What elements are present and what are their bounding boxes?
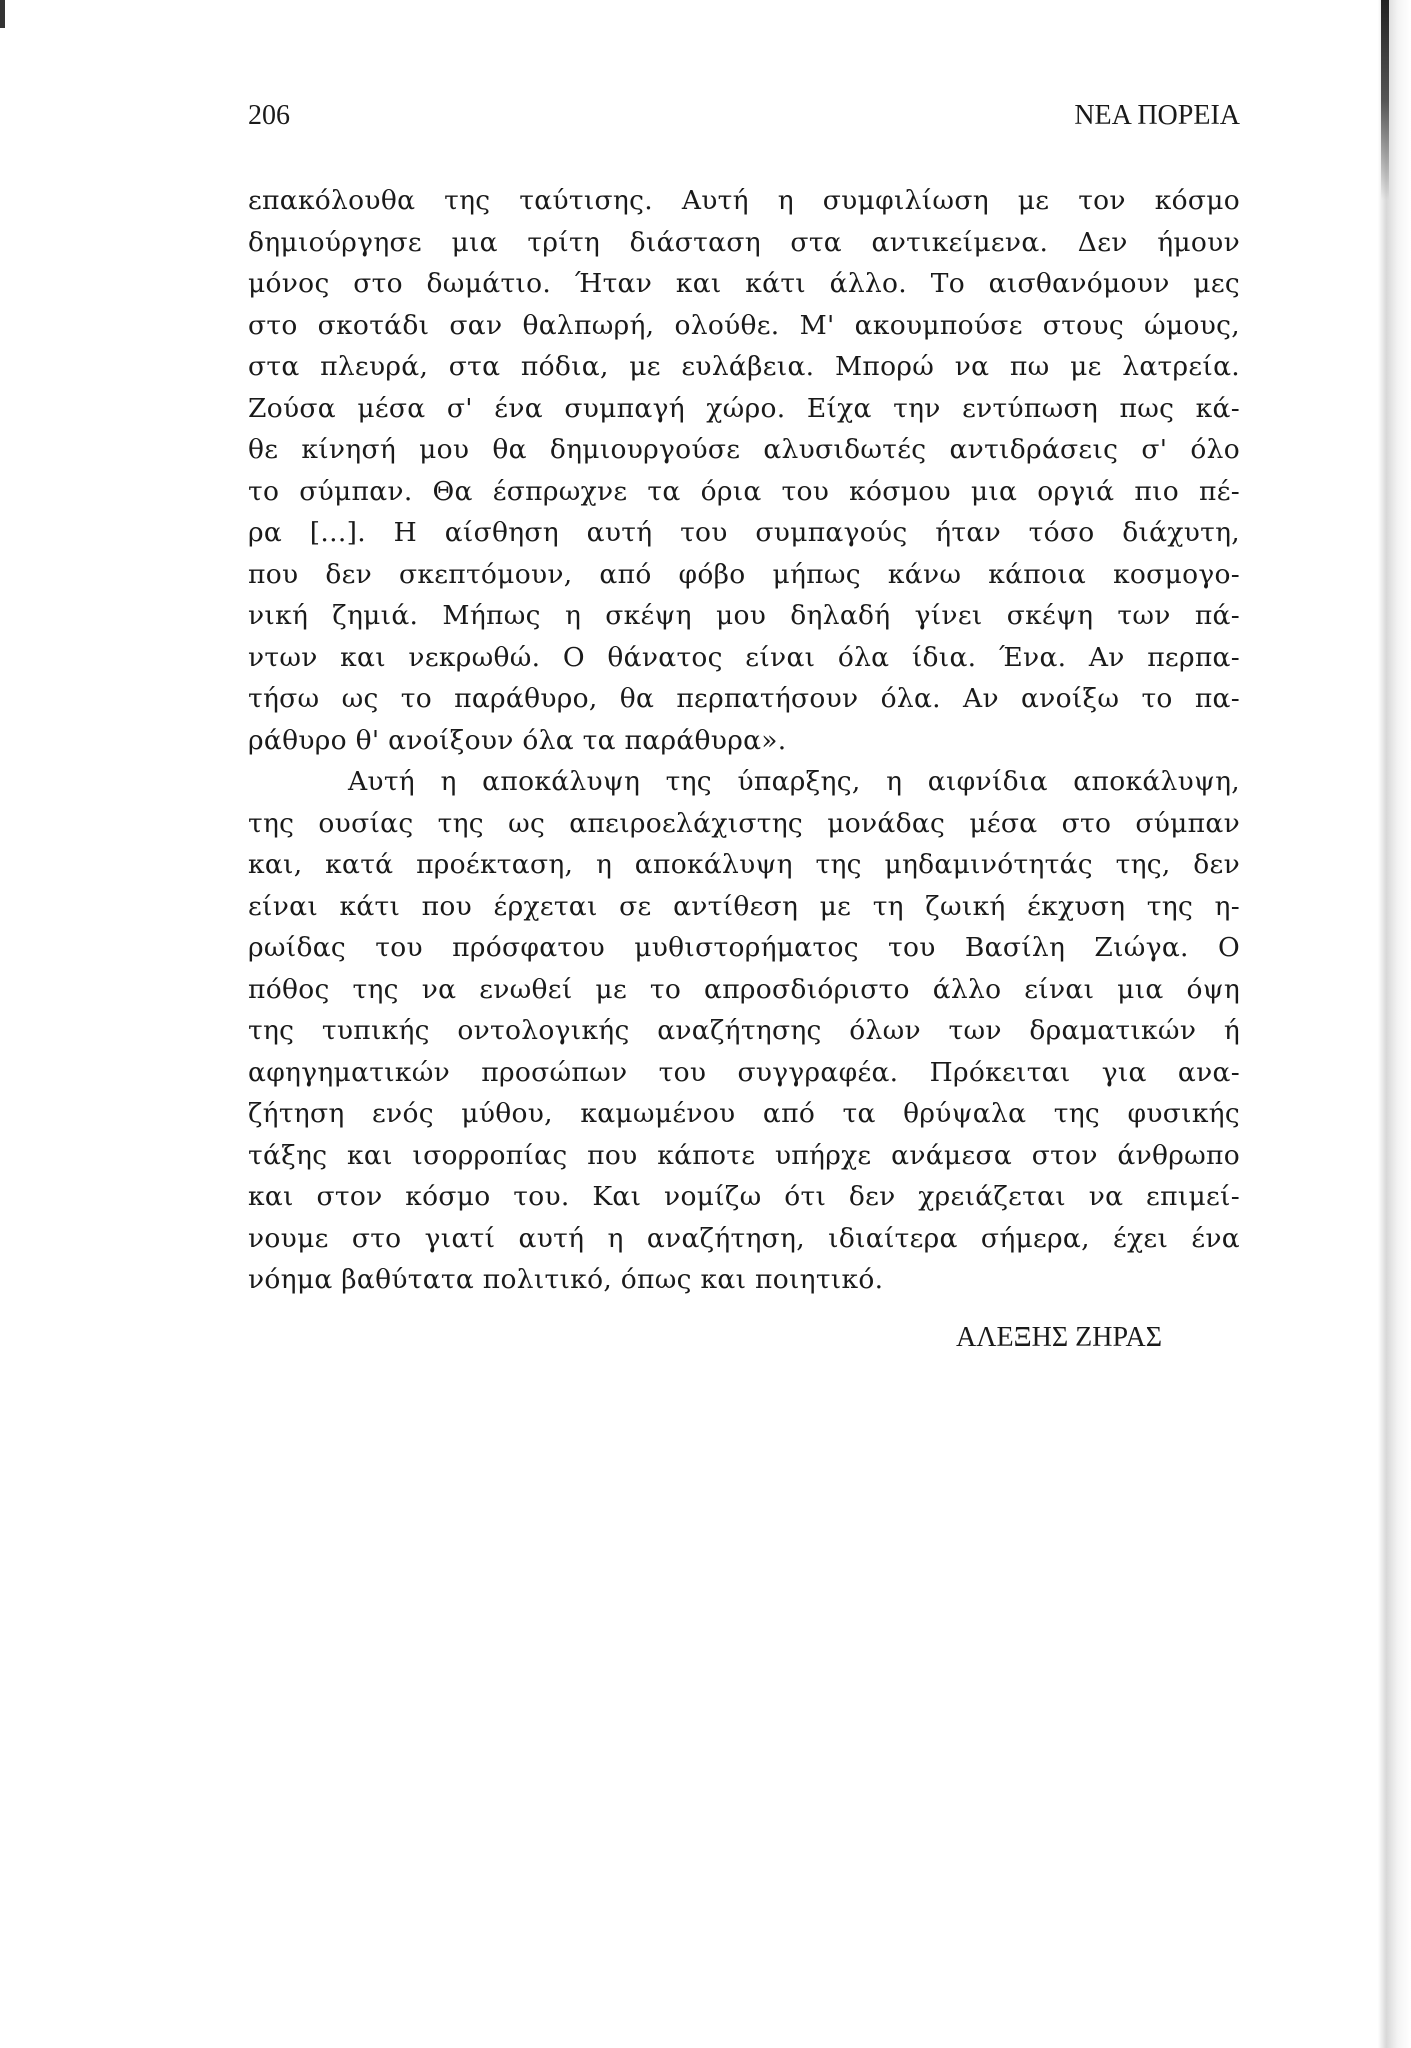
text-line: θε κίνησή μου θα δημιουργούσε αλυσιδωτές αντιδράσεις σ' όλο <box>248 434 1240 465</box>
text-line: που δεν σκεπτόμουν, από φόβο μήπως κάνω κάποια κοσμογο- <box>248 558 1240 590</box>
scan-edge-mark <box>0 0 5 28</box>
text-line: Ζούσα μέσα σ' ένα συμπαγή χώρο. Είχα την εντύπωση πως κά- <box>248 392 1240 424</box>
paragraphs <box>248 180 1240 1301</box>
text-line: νόημα βαθύτατα πολιτικό, όπως και ποιητικό. <box>248 1264 884 1295</box>
author-signature: ΑΛΕΞΗΣ ΖΗΡΑΣ <box>955 1322 1162 1353</box>
text-line: ρωίδας του πρόσφατου μυθιστορήματος του Βασίλη Ζιώγα. Ο <box>248 932 1240 963</box>
text-line: τήσω ως το παράθυρο, θα περπατήσουν όλα. Αν ανοίξω το πα- <box>248 683 1240 714</box>
text-line: νουμε στο γιατί αυτή η αναζήτηση, ιδιαίτερα σήμερα, έχει ένα <box>248 1222 1240 1254</box>
text-line: είναι κάτι που έρχεται σε αντίθεση με τη ζωική έκχυση της η- <box>248 890 1240 922</box>
body-text <box>248 180 1240 1301</box>
page-binding-shadow <box>1378 0 1411 2048</box>
text-line: της τυπικής οντολογικής αναζήτησης όλων των δραματικών ή <box>248 1015 1240 1046</box>
text-line: στο σκοτάδι σαν θαλπωρή, ολούθε. Μ' ακουμπούσε στους ώμους, <box>248 309 1240 341</box>
page-binding-edge <box>1381 0 1389 200</box>
page-number: 206 <box>248 100 290 131</box>
text-line: ράθυρο θ' ανοίξουν όλα τα παράθυρα». <box>248 724 787 756</box>
text-line: και στον κόσμο του. Και νομίζω ότι δεν χρειάζεται να επιμεί- <box>248 1181 1240 1212</box>
text-line: μόνος στο δωμάτιο. Ήταν και κάτι άλλο. Το αισθανόμουν μες <box>248 268 1240 299</box>
paragraph <box>248 180 1240 761</box>
text-line: ντων και νεκρωθώ. Ο θάνατος είναι όλα ίδια. Ένα. Αν περπα- <box>248 641 1240 673</box>
text-line: δημιούργησε μια τρίτη διάσταση στα αντικείμενα. Δεν ήμουν <box>248 226 1240 258</box>
text-line: ζήτηση ενός μύθου, καμωμένου από τα θρύψαλα της φυσικής <box>248 1098 1240 1129</box>
text-line: τάξης και ισορροπίας που κάποτε υπήρχε ανάμεσα στον άνθρωπο <box>248 1139 1240 1171</box>
text-line: αφηγηματικών προσώπων του συγγραφέα. Πρόκειται για ανα- <box>248 1056 1240 1088</box>
running-title: ΝΕΑ ΠΟΡΕΙΑ <box>1074 100 1240 131</box>
text-line: επακόλουθα της ταύτισης. Αυτή η συμφιλίωση με τον κόσμο <box>248 185 1240 216</box>
text-line: νική ζημιά. Μήπως η σκέψη μου δηλαδή γίνει σκέψη των πά- <box>248 600 1240 631</box>
text-line: και, κατά προέκταση, η αποκάλυψη της μηδαμινότητάς της, δεν <box>248 849 1240 880</box>
text-line: Αυτή η αποκάλυψη της ύπαρξης, η αιφνίδια αποκάλυψη, <box>348 766 1240 797</box>
paragraph <box>248 761 1240 1301</box>
text-line: το σύμπαν. Θα έσπρωχνε τα όρια του κόσμου μια οργιά πιο πέ- <box>248 475 1240 507</box>
text-line: ρα [...]. Η αίσθηση αυτή του συμπαγούς ήταν τόσο διάχυτη, <box>248 517 1240 548</box>
text-line: στα πλευρά, στα πόδια, με ευλάβεια. Μπορώ να πω με λατρεία. <box>248 351 1240 382</box>
text-line: της ουσίας της ως απειροελάχιστης μονάδας μέσα στο σύμπαν <box>248 807 1240 839</box>
page-header <box>248 100 1240 136</box>
text-line: πόθος της να ενωθεί με το απροσδιόριστο άλλο είναι μια όψη <box>248 973 1240 1005</box>
